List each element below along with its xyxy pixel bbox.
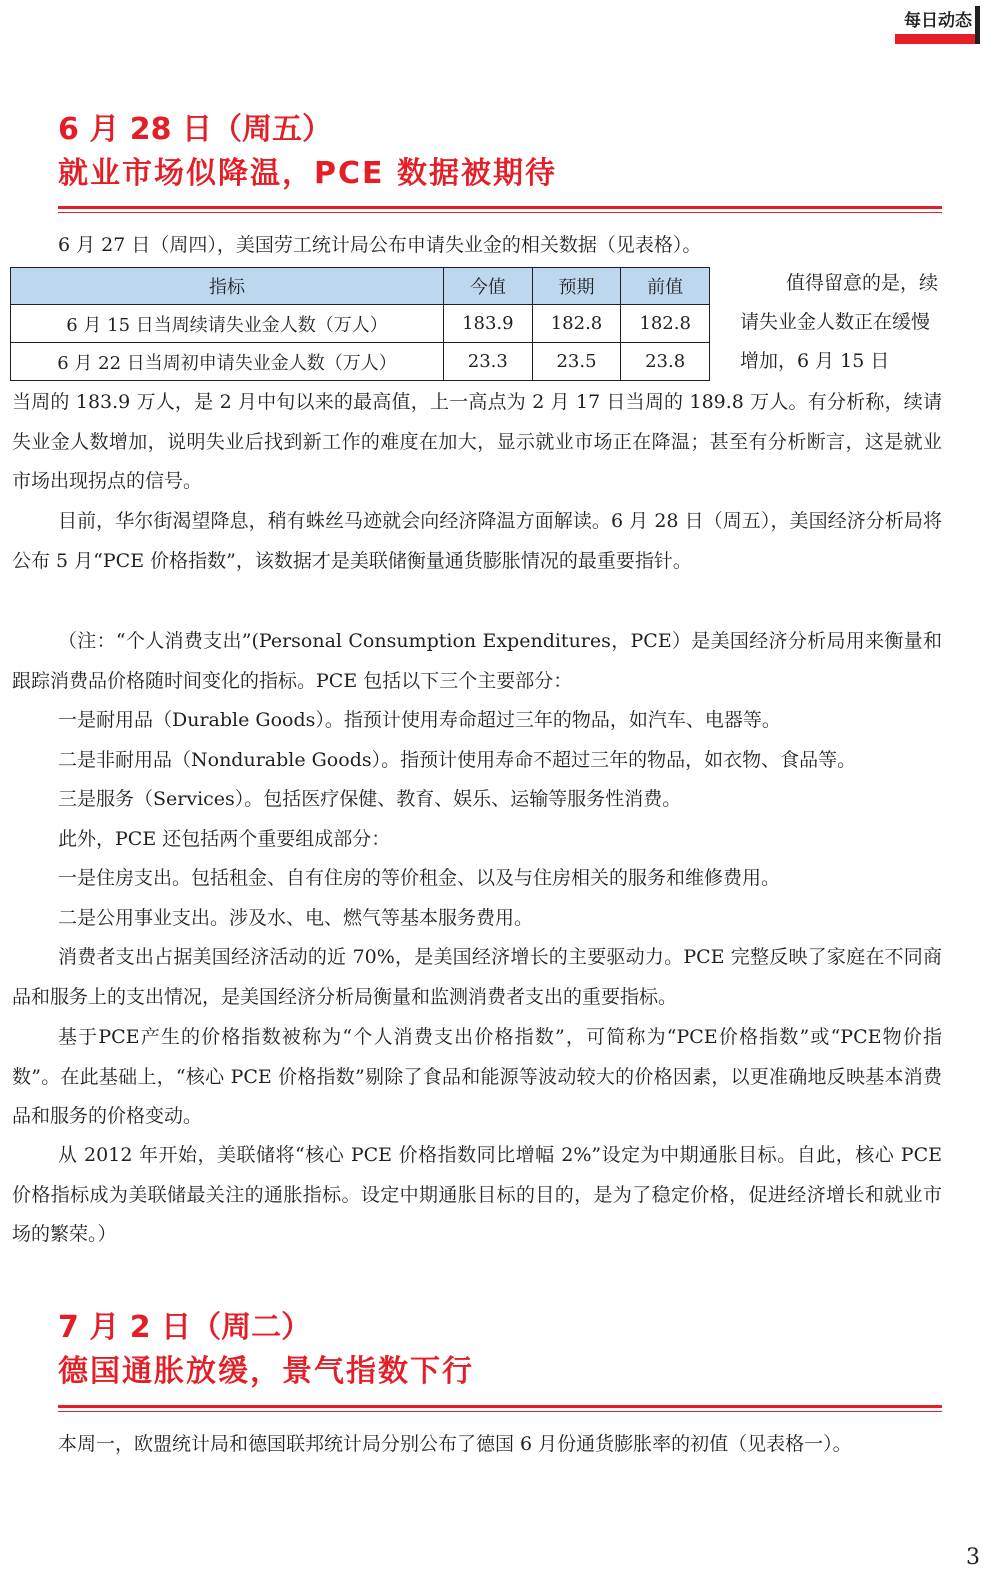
section1-headline: 就业市场似降温，PCE 数据被期待: [58, 156, 557, 191]
note-paragraph-8: 消费者支出占据美国经济活动的近 70%，是美国经济增长的主要驱动力。PCE 完整反映了家庭在不同商品和服务上的支出情况，是美国经济分析局衡量和监测消费者支出的重要指标。: [12, 946, 942, 1008]
section1-intro: 6 月 27 日（周四），美国劳工统计局公布申请失业金的相关数据（见表格）。: [58, 234, 702, 256]
table-row: [11, 343, 710, 381]
tag-red-bar: [895, 34, 975, 44]
table-row: [11, 305, 710, 343]
note-paragraph-2: 一是耐用品（Durable Goods）。指预计使用寿命超过三年的物品，如汽车、电器等。: [58, 709, 781, 731]
section-tag: 每日动态: [904, 11, 972, 31]
note-paragraph-9: 基于PCE产生的价格指数被称为“个人消费支出价格指数”，可简称为“PCE价格指数”或“PCE物价指数”。在此基础上，“核心 PCE 价格指数”剔除了食品和能源等波动较大的价格因素，以更准确地反映基本消费品和服务的价格变动。: [12, 1026, 942, 1127]
table-cell: 6 月 22 日当周初申请失业金人数（万人）: [11, 343, 444, 381]
section2-intro: 本周一，欧盟统计局和德国联邦统计局分别公布了德国 6 月份通货膨胀率的初值（见表格一）。: [58, 1433, 852, 1455]
table-cell: 182.8: [532, 305, 621, 343]
page-number: 3: [966, 1545, 980, 1570]
section1-date: 6 月 28 日（周五）: [58, 112, 332, 147]
table-header-cell: 前值: [621, 268, 710, 305]
section2-headline: 德国通胀放缓，景气指数下行: [58, 1354, 474, 1389]
table-cell: 6 月 15 日当周续请失业金人数（万人）: [11, 305, 444, 343]
section2-rule: [58, 1405, 942, 1408]
table-header-row: [11, 268, 710, 305]
jobless-claims-table: [10, 267, 710, 381]
section2-rule-thin: [58, 1411, 942, 1412]
table-cell: 183.9: [444, 305, 533, 343]
tag-black-bar: [975, 6, 980, 44]
section2-date: 7 月 2 日（周二）: [58, 1310, 312, 1345]
section1-rule-thin: [58, 212, 942, 213]
table-header-cell: 预期: [532, 268, 621, 305]
note-paragraph-10: 从 2012 年开始，美联储将“核心 PCE 价格指数同比增幅 2%”设定为中期通胀目标。自此，核心 PCE 价格指标成为美联储最关注的通胀指标。设定中期通胀目标的目的，是为了稳定价格，促进经济增长和就业市场的繁荣。）: [12, 1144, 942, 1245]
table-cell: 23.5: [532, 343, 621, 381]
note-paragraph-4: 三是服务（Services）。包括医疗保健、教育、娱乐、运输等服务性消费。: [58, 788, 682, 810]
table-cell: 182.8: [621, 305, 710, 343]
table-header-cell: 今值: [444, 268, 533, 305]
note-paragraph-1: （注：“个人消费支出”(Personal Consumption Expenditures，PCE）是美国经济分析局用来衡量和跟踪消费品价格随时间变化的指标。PCE 包括以下三个主要部分：: [12, 630, 942, 692]
side-paragraph: 值得留意的是，续请失业金人数正在缓慢增加，6 月 15 日: [740, 272, 939, 372]
paragraph-2: 目前，华尔街渴望降息，稍有蛛丝马迹就会向经济降温方面解读。6 月 28 日（周五），美国经济分析局将公布 5 月“PCE 价格指数”，该数据才是美联储衡量通货膨胀情况的最重要指针。: [12, 510, 942, 572]
table-cell: 23.8: [621, 343, 710, 381]
note-paragraph-3: 二是非耐用品（Nondurable Goods）。指预计使用寿命不超过三年的物品，如衣物、食品等。: [58, 749, 857, 771]
section1-rule: [58, 206, 942, 209]
note-paragraph-5: 此外，PCE 还包括两个重要组成部分：: [58, 828, 391, 850]
table-header-cell: 指标: [11, 268, 444, 305]
note-paragraph-6: 一是住房支出。包括租金、自有住房的等价租金、以及与住房相关的服务和维修费用。: [58, 867, 781, 889]
table-cell: 23.3: [444, 343, 533, 381]
paragraph-1: 当周的 183.9 万人，是 2 月中旬以来的最高值，上一高点为 2 月 17 日当周的 189.8 万人。有分析称，续请失业金人数增加，说明失业后找到新工作的难度在加大，显示就业市场正在降温；甚至有分析断言，这是就业市场出现拐点的信号。: [12, 391, 942, 492]
note-paragraph-7: 二是公用事业支出。涉及水、电、燃气等基本服务费用。: [58, 907, 534, 929]
